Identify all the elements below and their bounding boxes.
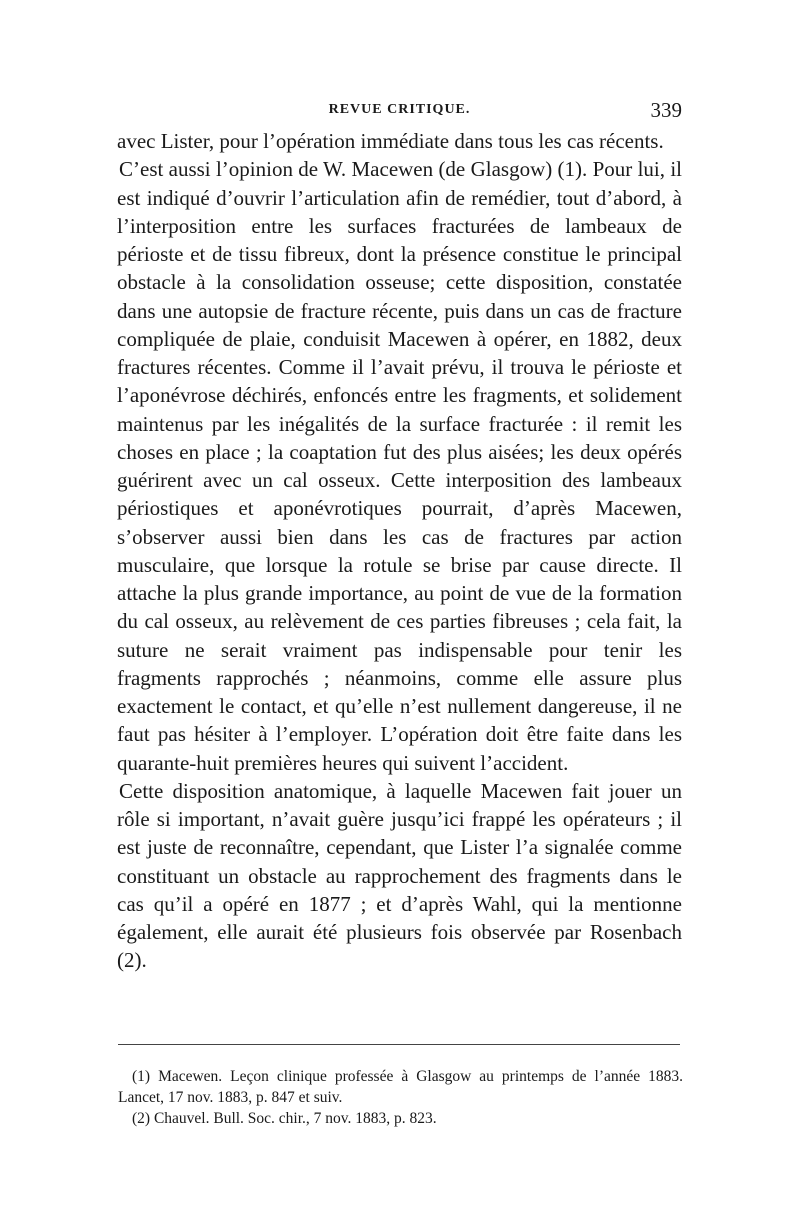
footnote-1: (1) Macewen. Leçon clinique professée à Glasgow au printemps de l’année 1883. Lancet, 17 nov. 1883, p. 847 et suiv. xyxy=(118,1068,683,1106)
footnote-2: (2) Chauvel. Bull. Soc. chir., 7 nov. 1883, p. 823. xyxy=(132,1110,437,1127)
paragraph-3: Cette disposition anatomique, à laquelle Macewen fait jouer un rôle si important, n’avait guère jusqu’ici frappé les opérateurs ; il est juste de reconnaître, cependant, que Lister l’a signalée comme constituant un obstacle au rapprochement des fragments dans le cas qu’il a opéré en 1877 ; et d’après Wahl, qui la mentionne également, elle aurait été plusieurs fois observée par Rosenbach (2). xyxy=(117,778,682,973)
page-header xyxy=(117,98,682,124)
page-number: 339 xyxy=(650,98,682,122)
paragraph-2: C’est aussi l’opinion de W. Macewen (de Glasgow) (1). Pour lui, il est indiqué d’ouvrir l’articulation afin de remédier, tout d’abord, à l’interposition entre les surfaces fracturées de lambeaux de périoste et de tissu fibreux, dont la présence constitue le principal obstacle à la consolidation osseuse; cette disposition, constatée dans une autopsie de fracture récente, puis dans un cas de fracture compliquée de plaie, conduisit Macewen à opérer, en 1882, deux fractures récentes. Comme il l’avait prévu, il trouva le périoste et l’aponévrose déchirés, enfoncés entre les fragments, et solidement maintenus par les inégalités de la surface fracturée : il remit les choses en place ; la coaptation fut des plus aisées; les deux opérés guérirent avec un cal osseux. Cette interposition des lambeaux périostiques et aponévrotiques pourrait, d’après Macewen, s’observer aussi bien dans les cas de fractures par action musculaire, que lorsque la rotule se brise par cause directe. Il attache la plus grande importance, au point de vue de la formation du cal osseux, au relèvement de ces parties fibreuses ; cela fait, la suture ne serait vraiment pas indispensable pour tenir les fragments rapprochés ; néanmoins, comme elle assure plus exactement le contact, et qu’elle n’est nullement dangereuse, il ne faut pas hésiter à l’employer. L’opération doit être faite dans les quarante-huit premières heures qui suivent l’accident. xyxy=(117,157,682,775)
footnote-divider xyxy=(118,1044,680,1045)
paragraph-1: avec Lister, pour l’opération immédiate dans tous les cas récents. xyxy=(117,129,664,153)
body-text xyxy=(117,127,682,975)
footnotes xyxy=(118,1066,683,1129)
running-head: REVUE CRITIQUE. xyxy=(328,102,471,117)
